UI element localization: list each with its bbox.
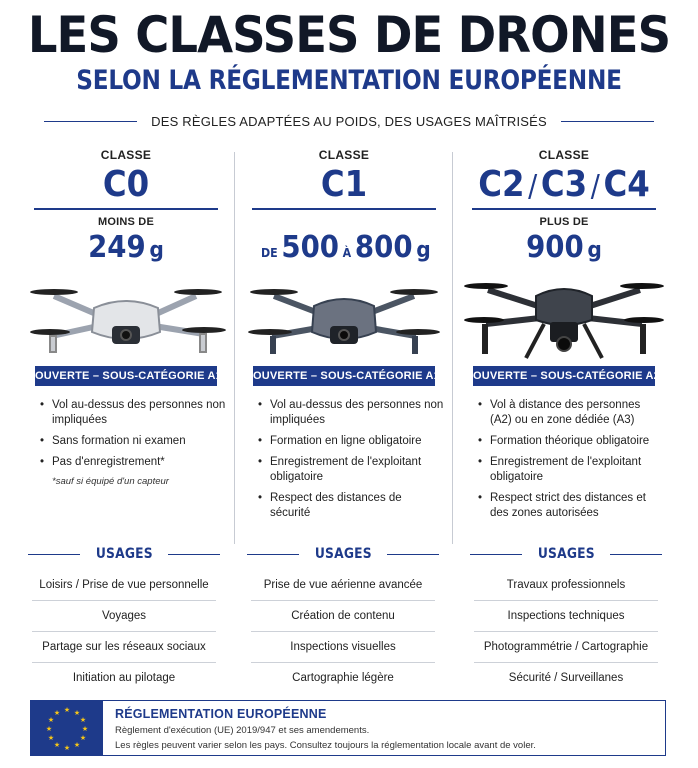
weight-label: PLUS DE xyxy=(539,216,589,228)
rule-item: • Formation théorique obligatoire xyxy=(478,434,664,449)
weight-label xyxy=(238,216,450,230)
usages-c0 xyxy=(28,544,220,693)
footer-title: RÉGLEMENTATION EUROPÉENNE xyxy=(115,707,327,721)
regulation-footer xyxy=(30,700,666,756)
svg-text:★: ★ xyxy=(45,725,53,733)
rule-item: • Respect strict des distances et des zones autorisées xyxy=(478,491,664,521)
usages-rule xyxy=(470,554,522,555)
classe-label: CLASSE xyxy=(100,148,152,162)
tagline-row xyxy=(44,110,654,132)
category-badge: OUVERTE – SOUS-CATÉGORIE A1 xyxy=(35,366,217,386)
usage-item: Sécurité / Surveillanes xyxy=(508,672,624,684)
weight-to: À xyxy=(342,246,352,260)
svg-text:★: ★ xyxy=(81,725,89,733)
usages-title: USAGES xyxy=(537,546,595,562)
weight-unit: g xyxy=(587,238,602,263)
rule-item: • Sans formation ni examen xyxy=(40,434,226,449)
divider xyxy=(472,208,656,210)
category-badge: OUVERTE – SOUS-CATÉGORIE A1 xyxy=(253,366,435,386)
classe-label: CLASSE xyxy=(318,148,370,162)
weight-value xyxy=(28,230,223,266)
rule-item: • Respect des distances de sécurité xyxy=(258,491,444,521)
svg-text:★: ★ xyxy=(63,706,71,714)
divider xyxy=(252,208,436,210)
svg-text:★: ★ xyxy=(79,716,87,724)
rule-item: • Vol à distance des personnes (A2) ou en zone dédiée (A3) xyxy=(478,398,664,428)
eu-stars-icon xyxy=(31,701,103,755)
rule-item: • Pas d'enregistrement* xyxy=(40,455,226,470)
svg-text:★: ★ xyxy=(53,709,61,717)
weight-range xyxy=(246,230,441,266)
usages-title: USAGES xyxy=(95,546,153,562)
weight-number: 249 xyxy=(88,230,146,265)
rules-list xyxy=(458,398,670,521)
usage-item: Cartographie légère xyxy=(292,672,394,684)
svg-text:★: ★ xyxy=(73,709,81,717)
usages-rule xyxy=(247,554,299,555)
usages-c1 xyxy=(247,544,439,693)
tagline-rule-left xyxy=(44,121,137,122)
footer-text xyxy=(103,701,536,755)
usage-list xyxy=(247,570,439,693)
divider xyxy=(34,208,218,210)
footnote: *sauf si équipé d'un capteur xyxy=(52,476,169,487)
usage-item: Partage sur les réseaux sociaux xyxy=(42,641,206,653)
weight-unit: g xyxy=(416,238,431,263)
weight-unit: g xyxy=(149,238,164,263)
svg-text:★: ★ xyxy=(79,734,87,742)
usage-item: Inspections techniques xyxy=(507,610,625,622)
page-subtitle: SELON LA RÉGLEMENTATION EUROPÉENNE xyxy=(76,65,622,96)
svg-text:★: ★ xyxy=(47,734,55,742)
rule-item: • Vol au-dessus des personnes non impliquées xyxy=(258,398,444,428)
usage-list xyxy=(28,570,220,693)
class-c1-card xyxy=(238,148,450,527)
page-title: LES CLASSES DE DRONES xyxy=(27,6,671,64)
weight-max: 800 xyxy=(354,230,413,265)
rule-item: • Enregistrement de l'exploitant obligatoire xyxy=(478,455,664,485)
rules-list xyxy=(20,398,232,470)
column-divider xyxy=(234,152,235,544)
usage-item: Loisirs / Prise de vue personnelle xyxy=(39,579,209,591)
eu-flag-icon xyxy=(31,701,103,755)
tagline-rule-right xyxy=(561,121,654,122)
usages-header xyxy=(28,544,220,564)
usage-item: Inspections visuelles xyxy=(290,641,396,653)
usage-item: Prise de vue aérienne avancée xyxy=(263,579,423,591)
class-c2-c3-c4-card xyxy=(458,148,684,527)
svg-text:★: ★ xyxy=(73,741,81,749)
rules-list xyxy=(238,398,450,521)
usages-title: USAGES xyxy=(314,546,372,562)
usages-rule xyxy=(28,554,80,555)
footer-line: Règlement d'exécution (UE) 2019/947 et ses amendements. xyxy=(115,725,370,736)
class-code-separator: / xyxy=(528,169,538,204)
usages-header xyxy=(247,544,439,564)
footer-line: Les règles peuvent varier selon les pays. Consultez toujours la réglementation locale avant de voler. xyxy=(115,740,536,751)
class-code-part: C3 xyxy=(540,164,588,205)
weight-value xyxy=(466,230,661,266)
category-badge: OUVERTE – SOUS-CATÉGORIE A2 / A3 xyxy=(473,366,655,386)
usages-rule xyxy=(168,554,220,555)
rule-item: • Enregistrement de l'exploitant obligatoire xyxy=(258,455,444,485)
class-code xyxy=(469,164,660,206)
usage-list xyxy=(470,570,662,693)
usage-item: Voyages xyxy=(101,610,147,622)
usage-item: Initiation au pilotage xyxy=(72,672,176,684)
usages-rule xyxy=(387,554,439,555)
svg-text:★: ★ xyxy=(63,744,71,752)
usages-rule xyxy=(610,554,662,555)
tagline: DES RÈGLES ADAPTÉES AU POIDS, DES USAGES MAÎTRISÉS xyxy=(151,113,547,129)
rule-item: • Formation en ligne obligatoire xyxy=(258,434,444,449)
drone-c1-image xyxy=(244,266,444,366)
usage-item: Photogrammétrie / Cartographie xyxy=(483,641,649,653)
classe-label: CLASSE xyxy=(538,148,590,162)
weight-number: 900 xyxy=(526,230,584,265)
class-code: C0 xyxy=(102,164,150,205)
drone-c2-image xyxy=(464,266,664,366)
class-code: C1 xyxy=(320,164,368,205)
drone-c0-image xyxy=(26,266,226,366)
class-code-part: C2 xyxy=(478,164,525,205)
class-code-part: C4 xyxy=(603,164,650,205)
weight-min: 500 xyxy=(281,230,339,265)
weight-from: DE xyxy=(260,246,278,260)
svg-text:★: ★ xyxy=(47,716,55,724)
usage-item: Création de contenu xyxy=(291,610,395,622)
svg-text:★: ★ xyxy=(53,741,61,749)
usage-item: Travaux professionnels xyxy=(506,579,626,591)
usages-c2 xyxy=(470,544,662,693)
usages-header xyxy=(470,544,662,564)
rule-item: • Vol au-dessus des personnes non impliquées xyxy=(40,398,226,428)
class-c0-card xyxy=(20,148,232,487)
class-code-separator: / xyxy=(590,169,600,204)
weight-label: MOINS DE xyxy=(98,216,154,228)
column-divider xyxy=(452,152,453,544)
